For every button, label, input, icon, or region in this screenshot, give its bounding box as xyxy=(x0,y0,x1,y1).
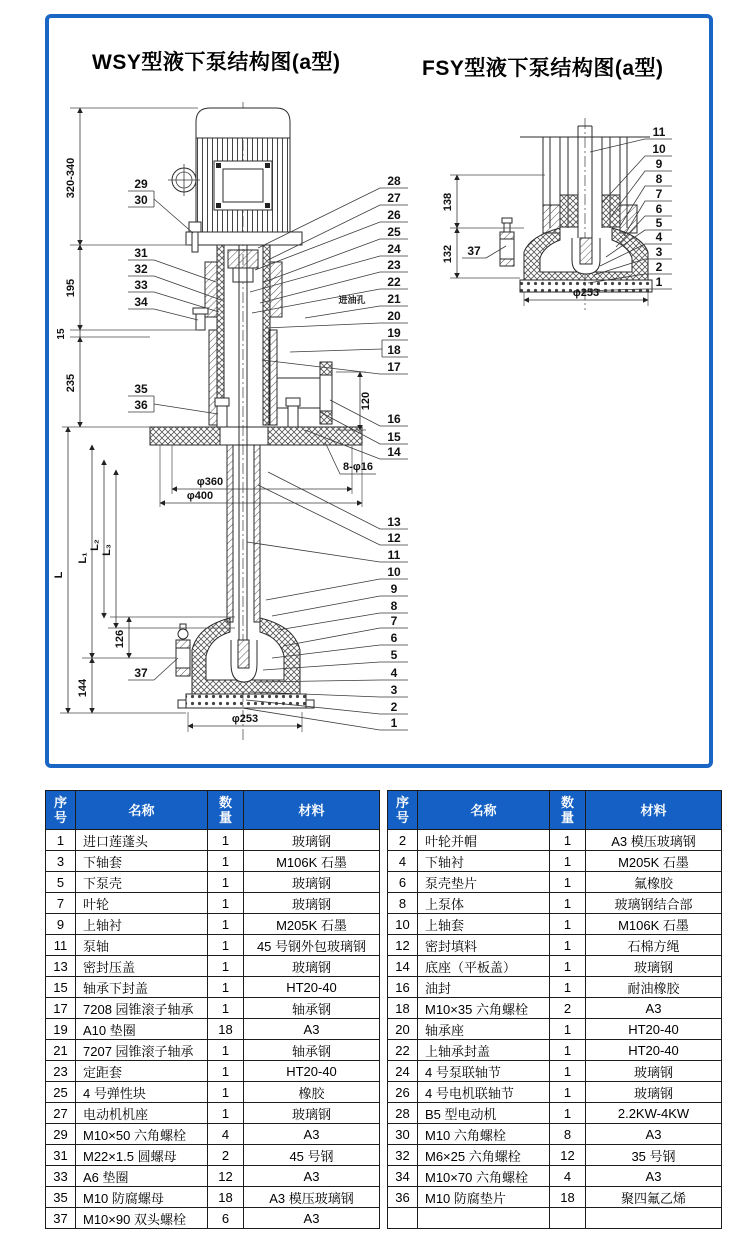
table-cell: 14 xyxy=(388,956,418,977)
table-row xyxy=(388,977,722,998)
table-cell: 28 xyxy=(388,1103,418,1124)
wsy-motor xyxy=(168,108,302,252)
table-cell: M106K 石墨 xyxy=(244,851,380,872)
table-cell: 23 xyxy=(46,1061,76,1082)
dimension-label: 138 xyxy=(442,192,454,212)
callout-label: 12 xyxy=(387,531,401,545)
table-cell: M10 防腐螺母 xyxy=(76,1187,208,1208)
table-cell: A3 xyxy=(586,1166,722,1187)
table-cell: 进口莲蓬头 xyxy=(76,830,208,851)
table-row xyxy=(388,1166,722,1187)
dimension-label: 120 xyxy=(360,391,372,411)
callout-label: 32 xyxy=(134,262,148,276)
table-cell: 37 xyxy=(46,1208,76,1229)
table-cell: 36 xyxy=(388,1187,418,1208)
table-cell: 2 xyxy=(208,1145,244,1166)
table-cell: 4 号弹性块 xyxy=(76,1082,208,1103)
table-cell: 泵轴 xyxy=(76,935,208,956)
dimension-label: 320-340 xyxy=(65,157,77,199)
col-header-seq: 序号 xyxy=(388,791,418,830)
table-cell: 1 xyxy=(208,977,244,998)
callout-label: 7 xyxy=(390,614,398,628)
col-header-name: 名称 xyxy=(76,791,208,830)
table-cell: 12 xyxy=(208,1166,244,1187)
callout-label: 3 xyxy=(390,683,398,697)
table-row xyxy=(388,1208,722,1229)
table-row xyxy=(46,1145,380,1166)
callout-label: 37 xyxy=(467,244,481,258)
wsy-upper-column xyxy=(193,245,282,648)
table-cell: 3 xyxy=(46,851,76,872)
table-cell: 玻璃钢 xyxy=(586,1061,722,1082)
table-row xyxy=(388,1019,722,1040)
table-cell: A3 模压玻璃钢 xyxy=(586,830,722,851)
wsy-title: WSY型液下泵结构图(a型) xyxy=(92,51,341,74)
wsy-diagram xyxy=(53,102,408,740)
table-cell: 1 xyxy=(550,914,586,935)
table-cell: A3 xyxy=(244,1166,380,1187)
callout-label: 31 xyxy=(134,246,148,260)
table-row xyxy=(388,893,722,914)
table-cell: 12 xyxy=(388,935,418,956)
table-cell: 下泵壳 xyxy=(76,872,208,893)
table-cell: 玻璃钢结合部 xyxy=(586,893,722,914)
table-cell: 耐油橡胶 xyxy=(586,977,722,998)
table-cell: A10 垫圈 xyxy=(76,1019,208,1040)
table-row xyxy=(46,1208,380,1229)
table-cell: HT20-40 xyxy=(244,977,380,998)
table-cell: 定距套 xyxy=(76,1061,208,1082)
callout-label: 3 xyxy=(655,245,663,259)
table-cell: 1 xyxy=(550,1103,586,1124)
table-row xyxy=(388,935,722,956)
table-cell: 32 xyxy=(388,1145,418,1166)
table-cell: 4 xyxy=(388,851,418,872)
col-header-seq: 序号 xyxy=(46,791,76,830)
callout-label: 11 xyxy=(387,548,401,562)
table-header-row xyxy=(46,791,380,830)
table-row xyxy=(388,1040,722,1061)
table-row xyxy=(388,851,722,872)
table-cell: M10×50 六角螺栓 xyxy=(76,1124,208,1145)
table-row xyxy=(46,977,380,998)
table-cell: 1 xyxy=(208,872,244,893)
callout-label: 8 xyxy=(655,172,663,186)
callout-label: 33 xyxy=(134,278,148,292)
callout-label: 13 xyxy=(387,515,401,529)
callout-label: 6 xyxy=(390,631,398,645)
table-cell: 轴承下封盖 xyxy=(76,977,208,998)
table-cell: 17 xyxy=(46,998,76,1019)
table-cell: 35 号钢 xyxy=(586,1145,722,1166)
table-cell: A3 模压玻璃钢 xyxy=(244,1187,380,1208)
table-row xyxy=(46,1019,380,1040)
table-cell: 玻璃钢 xyxy=(244,830,380,851)
table-row xyxy=(46,1187,380,1208)
table-cell: 1 xyxy=(550,851,586,872)
table-cell: 29 xyxy=(46,1124,76,1145)
callout-label: 17 xyxy=(387,360,401,374)
callout-label: 28 xyxy=(387,174,401,188)
dimension-label: 15 xyxy=(56,328,67,340)
table-cell: 1 xyxy=(550,956,586,977)
table-cell: 1 xyxy=(550,1019,586,1040)
table-cell: 2 xyxy=(388,830,418,851)
table-row xyxy=(388,1061,722,1082)
callout-label: 11 xyxy=(652,125,666,139)
table-cell: 45 号钢外包玻璃钢 xyxy=(244,935,380,956)
table-cell: 16 xyxy=(388,977,418,998)
table-row xyxy=(388,1187,722,1208)
dimension-label: φ253 xyxy=(572,287,600,299)
table-cell: 泵壳垫片 xyxy=(418,872,550,893)
table-cell: 1 xyxy=(208,956,244,977)
table-cell: 4 xyxy=(550,1166,586,1187)
callout-label: 27 xyxy=(387,191,401,205)
table-cell: 7 xyxy=(46,893,76,914)
table-cell: 27 xyxy=(46,1103,76,1124)
table-cell: 上轴承封盖 xyxy=(418,1040,550,1061)
dimension-label: L₁ xyxy=(77,552,89,564)
table-row xyxy=(46,830,380,851)
table-row xyxy=(46,935,380,956)
table-row xyxy=(46,893,380,914)
table-cell: M6×25 六角螺栓 xyxy=(418,1145,550,1166)
table-cell: 1 xyxy=(550,893,586,914)
callout-label: 35 xyxy=(134,382,148,396)
table-cell: M10 六角螺栓 xyxy=(418,1124,550,1145)
table-cell: 7207 园锥滚子轴承 xyxy=(76,1040,208,1061)
callout-label: 4 xyxy=(655,230,663,244)
table-cell: 12 xyxy=(550,1145,586,1166)
table-cell: 玻璃钢 xyxy=(244,1103,380,1124)
callout-label: 9 xyxy=(390,582,398,596)
callout-label: 21 xyxy=(387,292,401,306)
table-cell: M10 防腐垫片 xyxy=(418,1187,550,1208)
table-cell: 玻璃钢 xyxy=(244,872,380,893)
table-cell: 1 xyxy=(550,977,586,998)
table-cell: 30 xyxy=(388,1124,418,1145)
table-cell: 玻璃钢 xyxy=(586,1082,722,1103)
dimension-label: 144 xyxy=(77,678,89,698)
callout-label: 5 xyxy=(390,648,398,662)
wsy-bottom-casing xyxy=(176,618,314,708)
table-cell: 石棉方绳 xyxy=(586,935,722,956)
table-cell: 聚四氟乙烯 xyxy=(586,1187,722,1208)
table-cell: 密封填料 xyxy=(418,935,550,956)
callout-label: 23 xyxy=(387,258,401,272)
oil-hole-note: 进油孔 xyxy=(338,295,366,305)
table-cell: B5 型电动机 xyxy=(418,1103,550,1124)
table-cell: 45 号钢 xyxy=(244,1145,380,1166)
table-cell: 6 xyxy=(208,1208,244,1229)
table-cell: 31 xyxy=(46,1145,76,1166)
table-cell: 1 xyxy=(550,830,586,851)
callout-label: 16 xyxy=(387,412,401,426)
callout-label: 30 xyxy=(134,193,148,207)
dimension-label: φ400 xyxy=(186,490,214,502)
callout-label: 4 xyxy=(390,666,398,680)
callout-label: 10 xyxy=(387,565,401,579)
callout-label: 18 xyxy=(387,343,401,357)
table-cell: 下轴套 xyxy=(76,851,208,872)
table-row xyxy=(388,1145,722,1166)
table-row xyxy=(388,872,722,893)
table-cell: 25 xyxy=(46,1082,76,1103)
table-cell: 1 xyxy=(208,1082,244,1103)
table-cell xyxy=(388,1208,418,1229)
table-cell: 玻璃钢 xyxy=(244,893,380,914)
table-cell: 1 xyxy=(208,1103,244,1124)
table-row xyxy=(388,1124,722,1145)
table-cell: 密封压盖 xyxy=(76,956,208,977)
table-cell: 21 xyxy=(46,1040,76,1061)
table-cell: 10 xyxy=(388,914,418,935)
callout-label: 36 xyxy=(134,398,148,412)
table-cell: 33 xyxy=(46,1166,76,1187)
table-row xyxy=(388,830,722,851)
table-cell: 2 xyxy=(550,998,586,1019)
table-cell: 1 xyxy=(550,1040,586,1061)
table-cell: 2.2KW-4KW xyxy=(586,1103,722,1124)
table-cell: 18 xyxy=(550,1187,586,1208)
table-cell: 叶轮 xyxy=(76,893,208,914)
dimension-label: 235 xyxy=(65,373,77,393)
table-cell: 油封 xyxy=(418,977,550,998)
table-cell: 22 xyxy=(388,1040,418,1061)
callout-label: 1 xyxy=(390,716,398,730)
table-cell: A3 xyxy=(244,1208,380,1229)
table-cell: 玻璃钢 xyxy=(244,956,380,977)
table-cell: 1 xyxy=(208,893,244,914)
table-cell: A3 xyxy=(244,1124,380,1145)
table-cell: 9 xyxy=(46,914,76,935)
callout-label: 8 xyxy=(390,599,398,613)
table-cell: 1 xyxy=(550,935,586,956)
col-header-qty: 数量 xyxy=(550,791,586,830)
callout-label: 2 xyxy=(390,700,398,714)
table-cell: 上泵体 xyxy=(418,893,550,914)
dimension-label: 126 xyxy=(114,629,126,649)
table-cell: 上轴套 xyxy=(418,914,550,935)
callout-label: 26 xyxy=(387,208,401,222)
table-cell: 5 xyxy=(46,872,76,893)
callout-label: 2 xyxy=(655,260,663,274)
callout-label: 20 xyxy=(387,309,401,323)
table-cell: 34 xyxy=(388,1166,418,1187)
callout-label: 5 xyxy=(655,216,663,230)
callout-label: 24 xyxy=(387,242,401,256)
table-cell: M205K 石墨 xyxy=(244,914,380,935)
table-cell: M205K 石墨 xyxy=(586,851,722,872)
table-cell: 轴承钢 xyxy=(244,998,380,1019)
table-cell: 底座（平板盖） xyxy=(418,956,550,977)
col-header-name: 名称 xyxy=(418,791,550,830)
table-cell: 15 xyxy=(46,977,76,998)
table-cell: 叶轮并帽 xyxy=(418,830,550,851)
table-cell: 1 xyxy=(208,998,244,1019)
dimension-label: φ360 xyxy=(196,476,224,488)
table-row xyxy=(46,872,380,893)
table-cell: 1 xyxy=(208,914,244,935)
dimension-label: 132 xyxy=(442,244,454,264)
callout-label: 25 xyxy=(387,225,401,239)
table-row xyxy=(46,1082,380,1103)
table-cell: 8 xyxy=(550,1124,586,1145)
parts-tables xyxy=(45,790,722,1229)
table-cell: A6 垫圈 xyxy=(76,1166,208,1187)
callout-label: 15 xyxy=(387,430,401,444)
table-cell: 上轴衬 xyxy=(76,914,208,935)
dimension-label: L₃ xyxy=(101,544,113,556)
callout-label: 22 xyxy=(387,275,401,289)
col-header-material: 材料 xyxy=(586,791,722,830)
table-header-row xyxy=(388,791,722,830)
table-cell: 6 xyxy=(388,872,418,893)
table-cell: A3 xyxy=(244,1019,380,1040)
table-row xyxy=(46,1124,380,1145)
table-cell: HT20-40 xyxy=(586,1019,722,1040)
table-cell xyxy=(418,1208,550,1229)
table-cell: 1 xyxy=(208,830,244,851)
table-cell: 轴承座 xyxy=(418,1019,550,1040)
table-cell: M106K 石墨 xyxy=(586,914,722,935)
callout-label: 37 xyxy=(134,666,148,680)
fsy-diagram xyxy=(442,118,672,310)
table-row xyxy=(388,956,722,977)
table-cell: M10×90 双头螺栓 xyxy=(76,1208,208,1229)
wsy-discharge-flange xyxy=(277,362,332,424)
table-row xyxy=(46,1166,380,1187)
table-cell: 18 xyxy=(388,998,418,1019)
table-cell: 24 xyxy=(388,1061,418,1082)
table-cell: 19 xyxy=(46,1019,76,1040)
table-cell: 35 xyxy=(46,1187,76,1208)
table-row xyxy=(388,998,722,1019)
table-cell: A3 xyxy=(586,998,722,1019)
table-cell: 26 xyxy=(388,1082,418,1103)
table-row xyxy=(46,998,380,1019)
table-cell: M10×35 六角螺栓 xyxy=(418,998,550,1019)
table-cell: 橡胶 xyxy=(244,1082,380,1103)
table-cell: 13 xyxy=(46,956,76,977)
table-cell: 20 xyxy=(388,1019,418,1040)
table-cell: 1 xyxy=(208,1040,244,1061)
table-cell: HT20-40 xyxy=(586,1040,722,1061)
callout-label: 19 xyxy=(387,326,401,340)
table-row xyxy=(388,914,722,935)
table-cell: 18 xyxy=(208,1187,244,1208)
table-row xyxy=(388,1103,722,1124)
table-cell: 1 xyxy=(208,1061,244,1082)
callout-label: 6 xyxy=(655,202,663,216)
table-cell: 4 号泵联轴节 xyxy=(418,1061,550,1082)
table-cell: 11 xyxy=(46,935,76,956)
table-cell: 18 xyxy=(208,1019,244,1040)
table-row xyxy=(388,1082,722,1103)
table-cell: 轴承钢 xyxy=(244,1040,380,1061)
table-cell: 1 xyxy=(550,1061,586,1082)
table-cell xyxy=(586,1208,722,1229)
table-row xyxy=(46,1103,380,1124)
table-row xyxy=(46,1061,380,1082)
callout-label: 29 xyxy=(134,177,148,191)
table-cell: 氟橡胶 xyxy=(586,872,722,893)
callout-label: 1 xyxy=(655,275,663,289)
table-cell: M22×1.5 圆螺母 xyxy=(76,1145,208,1166)
dimension-label: φ253 xyxy=(231,713,259,725)
table-cell: 1 xyxy=(208,935,244,956)
callout-label: 14 xyxy=(387,445,401,459)
table-row xyxy=(46,1040,380,1061)
table-cell: 7208 园锥滚子轴承 xyxy=(76,998,208,1019)
table-row xyxy=(46,914,380,935)
table-cell: 玻璃钢 xyxy=(586,956,722,977)
table-row xyxy=(46,956,380,977)
table-row xyxy=(46,851,380,872)
table-cell: 1 xyxy=(46,830,76,851)
callout-label: 9 xyxy=(655,157,663,171)
table-cell: 8 xyxy=(388,893,418,914)
parts-table-left xyxy=(45,790,380,1229)
table-cell: 1 xyxy=(208,851,244,872)
table-cell: 下轴衬 xyxy=(418,851,550,872)
table-cell: 4 号电机联轴节 xyxy=(418,1082,550,1103)
callout-label: 7 xyxy=(655,187,663,201)
col-header-material: 材料 xyxy=(244,791,380,830)
table-cell xyxy=(550,1208,586,1229)
table-cell: HT20-40 xyxy=(244,1061,380,1082)
table-cell: 1 xyxy=(550,872,586,893)
parts-table-right xyxy=(387,790,722,1229)
dimension-label: L₂ xyxy=(89,539,101,551)
fsy-title: FSY型液下泵结构图(a型) xyxy=(422,57,664,80)
callout-label: 10 xyxy=(652,142,666,156)
dimension-label: L xyxy=(53,571,65,579)
table-cell: 4 xyxy=(208,1124,244,1145)
table-cell: 电动机机座 xyxy=(76,1103,208,1124)
table-cell: A3 xyxy=(586,1124,722,1145)
table-cell: M10×70 六角螺栓 xyxy=(418,1166,550,1187)
col-header-qty: 数量 xyxy=(208,791,244,830)
wsy-lower-column xyxy=(227,445,260,622)
dimension-label: 8-φ16 xyxy=(343,461,373,473)
table-cell: 1 xyxy=(550,1082,586,1103)
callout-label: 34 xyxy=(134,295,148,309)
dimension-label: 195 xyxy=(65,278,77,298)
